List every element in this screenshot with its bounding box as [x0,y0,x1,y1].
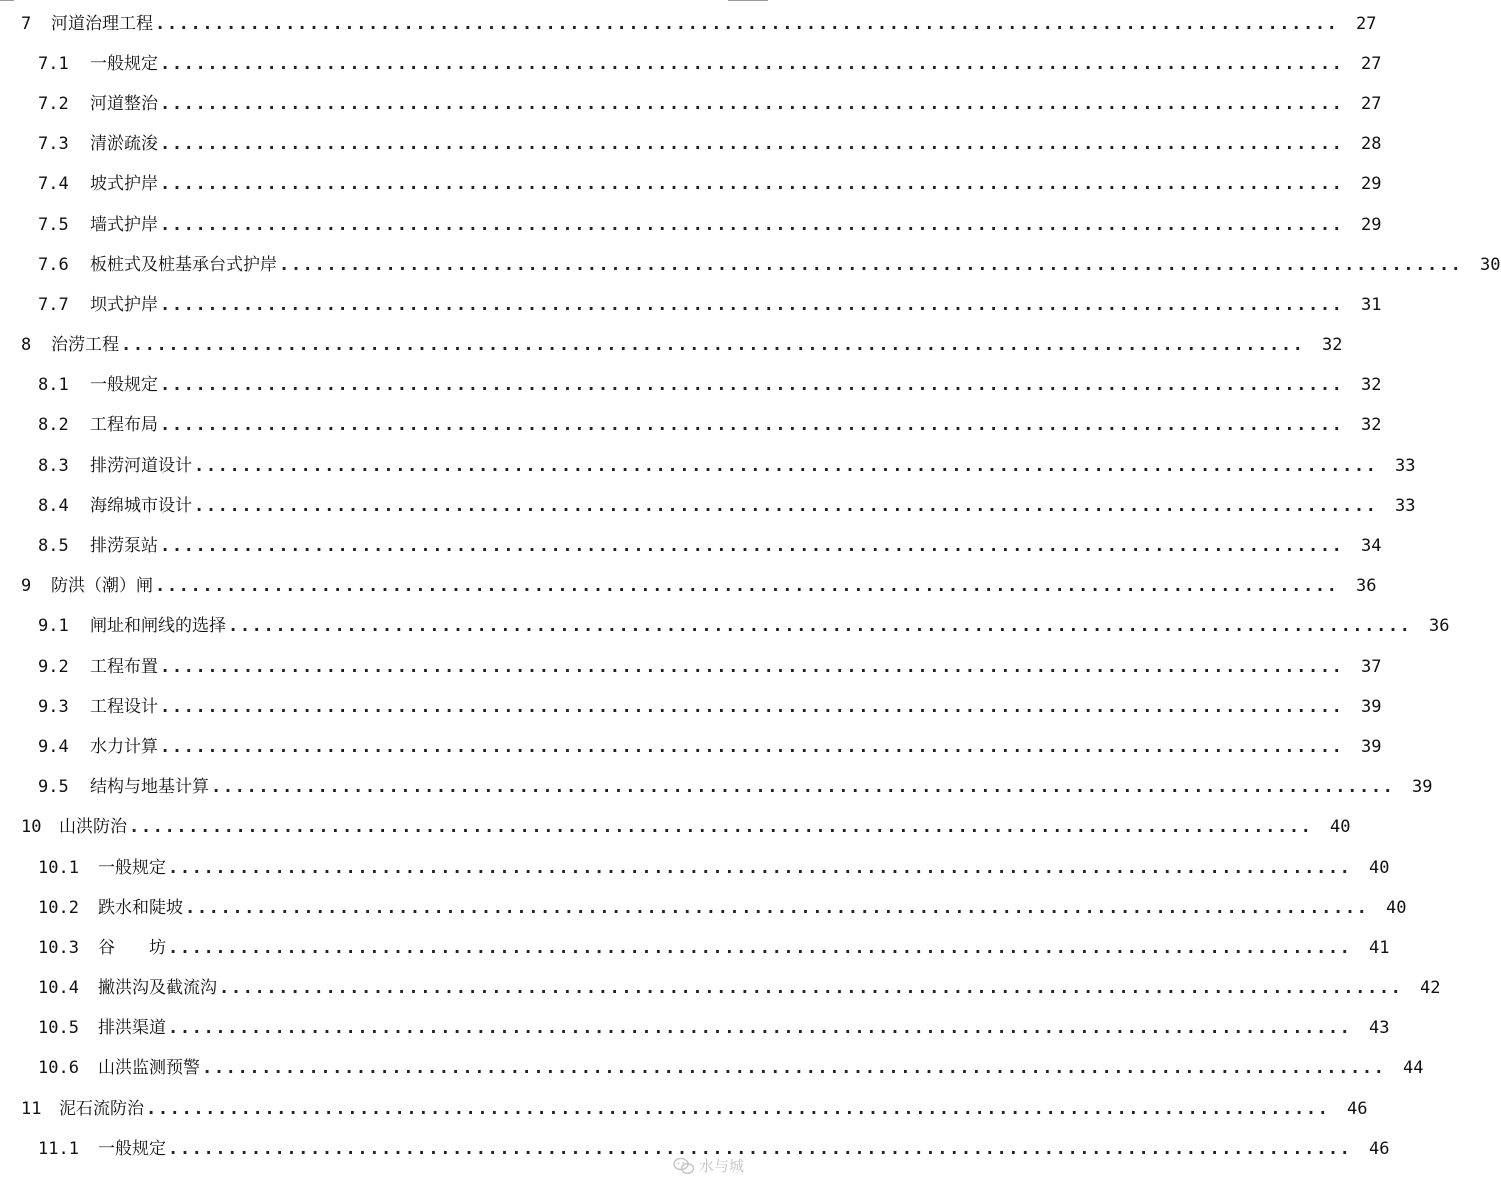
toc-section-8-5[interactable] [0,526,1382,566]
toc-page-number: 39 [1361,696,1382,717]
toc-leader: .................................................................................................... [228,616,1412,637]
toc-leader: .................................................................................................... [160,93,1344,114]
toc-page-number: 41 [1369,937,1390,958]
toc-number: 8.4 [38,495,69,516]
toc-title: 河道治理工程 [51,13,153,34]
toc-number: 9 [21,576,32,597]
toc-leader: .................................................................................................... [155,576,1339,597]
toc-leader: .................................................................................................... [194,455,1378,476]
toc-number: 8 [21,335,32,356]
toc-section-7-6[interactable] [0,245,1501,285]
toc-number: 9.2 [38,656,69,677]
toc-page-number: 36 [1429,616,1450,637]
toc-page-number: 32 [1322,335,1343,356]
toc-number: 8.2 [38,415,69,436]
toc-section-8-2[interactable] [0,406,1382,446]
toc-section-7-1[interactable] [0,44,1382,84]
toc-number: 8.1 [38,375,69,396]
toc-leader: .................................................................................................... [160,696,1344,717]
watermark-text: 水与城 [698,1157,744,1175]
toc-page-number: 40 [1386,897,1407,918]
toc-page-number: 43 [1369,1018,1390,1039]
toc-leader: .................................................................................................... [155,13,1339,34]
toc-number: 9.3 [38,696,69,717]
toc-title: 排涝河道设计 [90,455,192,476]
toc-leader: .................................................................................................... [160,294,1344,315]
toc-page-number: 39 [1361,736,1382,757]
toc-page-number: 33 [1395,455,1416,476]
toc-number: 7.6 [38,254,69,275]
toc-title: 海绵城市设计 [90,495,192,516]
toc-leader: .................................................................................................... [160,536,1344,557]
toc-leader: .................................................................................................... [279,254,1463,275]
toc-number: 7.5 [38,214,69,235]
toc-number: 9.5 [38,777,69,798]
toc-number: 7.7 [38,294,69,315]
toc-title: 一般规定 [98,857,166,878]
toc-number: 8.5 [38,536,69,557]
toc-title: 工程布置 [90,656,158,677]
toc-number: 7.2 [38,93,69,114]
toc-number: 10.1 [38,857,79,878]
toc-section-7-3[interactable] [0,125,1382,165]
toc-section-9-3[interactable] [0,687,1382,727]
toc-title: 板桩式及桩基承台式护岸 [90,254,277,275]
toc-page-number: 46 [1369,1138,1390,1159]
toc-title: 清淤疏浚 [90,134,158,155]
toc-number: 11.1 [38,1138,79,1159]
toc-page-number: 29 [1361,174,1382,195]
toc-section-9-1[interactable] [0,607,1450,647]
toc-leader: .................................................................................................... [168,937,1352,958]
toc-page-number: 42 [1420,978,1441,999]
toc-number: 10.2 [38,897,79,918]
toc-title: 治涝工程 [51,335,119,356]
toc-section-7-2[interactable] [0,84,1382,124]
toc-title: 墙式护岸 [90,214,158,235]
toc-chapter-11[interactable] [0,1089,1368,1129]
toc-section-8-1[interactable] [0,366,1382,406]
toc-number: 11 [21,1098,42,1119]
toc-leader: .................................................................................................... [160,736,1344,757]
toc-section-9-5[interactable] [0,768,1433,808]
toc-leader: .................................................................................................... [160,375,1344,396]
toc-page-number: 34 [1361,536,1382,557]
toc-page-number: 39 [1412,777,1433,798]
toc-leader: .................................................................................................... [160,53,1344,74]
toc-title: 结构与地基计算 [90,777,209,798]
toc-section-10-5[interactable] [0,1009,1390,1049]
toc-leader: .................................................................................................... [194,495,1378,516]
toc-number: 7.3 [38,134,69,155]
toc-page-number: 46 [1347,1098,1368,1119]
toc-leader: .................................................................................................... [121,335,1305,356]
toc-section-8-4[interactable] [0,486,1416,526]
toc-number: 7.1 [38,53,69,74]
toc-page-number: 40 [1330,817,1351,838]
toc-page-number: 28 [1361,134,1382,155]
toc-page-number: 32 [1361,415,1382,436]
toc-leader: .................................................................................................... [219,978,1403,999]
toc-title: 工程布局 [90,415,158,436]
toc-title: 山洪防治 [59,817,127,838]
toc-title: 排涝泵站 [90,536,158,557]
toc-number: 10.6 [38,1058,79,1079]
toc-number: 9.4 [38,736,69,757]
wechat-watermark [673,1155,744,1176]
toc-title: 山洪监测预警 [98,1058,200,1079]
toc-title: 跌水和陡坡 [98,897,183,918]
toc-page-number: 30 [1480,254,1501,275]
toc-number: 7 [21,13,32,34]
toc-page-number: 29 [1361,214,1382,235]
toc-page-number: 36 [1356,576,1377,597]
toc-chapter-10[interactable] [0,808,1351,848]
toc-title: 防洪（潮）闸 [51,576,153,597]
toc-page-number: 33 [1395,495,1416,516]
toc-title: 一般规定 [98,1138,166,1159]
toc-leader: .................................................................................................... [168,857,1352,878]
toc-title: 排洪渠道 [98,1018,166,1039]
toc-leader: .................................................................................................... [168,1018,1352,1039]
toc-leader: .................................................................................................... [160,656,1344,677]
toc-leader: .................................................................................................... [202,1058,1386,1079]
toc-title: 河道整治 [90,93,158,114]
page-corner-mark-right [728,0,768,1]
toc-number: 10.5 [38,1018,79,1039]
toc-number: 9.1 [38,616,69,637]
toc-title: 水力计算 [90,736,158,757]
toc-section-10-3[interactable] [0,928,1390,968]
toc-title: 一般规定 [90,375,158,396]
toc-page-number: 32 [1361,375,1382,396]
toc-chapter-8[interactable] [0,326,1343,366]
toc-page-number: 37 [1361,656,1382,677]
toc-number: 10.4 [38,978,79,999]
toc-section-7-4[interactable] [0,165,1382,205]
toc-leader: .................................................................................................... [146,1098,1330,1119]
toc-title: 谷 坊 [98,937,166,958]
toc-section-8-3[interactable] [0,446,1416,486]
toc-number: 8.3 [38,455,69,476]
toc-leader: .................................................................................................... [160,134,1344,155]
toc-section-9-2[interactable] [0,647,1382,687]
toc-page-number: 40 [1369,857,1390,878]
toc-section-10-4[interactable] [0,969,1441,1009]
toc-section-7-5[interactable] [0,205,1382,245]
toc-number: 10 [21,817,42,838]
toc-title: 闸址和闸线的选择 [90,616,226,637]
toc-leader: .................................................................................................... [160,174,1344,195]
wechat-icon [673,1157,695,1175]
toc-leader: .................................................................................................... [160,415,1344,436]
toc-section-10-1[interactable] [0,848,1390,888]
toc-leader: .................................................................................................... [185,897,1369,918]
toc-page-number: 31 [1361,294,1382,315]
toc-leader: .................................................................................................... [129,817,1313,838]
toc-section-10-6[interactable] [0,1049,1424,1089]
toc-section-11-1[interactable] [0,1129,1390,1169]
toc-page-number: 27 [1356,13,1377,34]
toc-leader: .................................................................................................... [168,1138,1352,1159]
toc-number: 7.4 [38,174,69,195]
toc-chapter-7[interactable] [0,4,1377,44]
toc-leader: .................................................................................................... [211,777,1395,798]
toc-page-number: 27 [1361,93,1382,114]
toc-title: 坝式护岸 [90,294,158,315]
toc-title: 撇洪沟及截流沟 [98,978,217,999]
toc-chapter-9[interactable] [0,567,1377,607]
toc-section-9-4[interactable] [0,727,1382,767]
toc-page-number: 27 [1361,53,1382,74]
toc-section-10-2[interactable] [0,888,1407,928]
table-of-contents [0,4,1501,1169]
toc-section-7-7[interactable] [0,285,1382,325]
toc-number: 10.3 [38,937,79,958]
toc-page-number: 44 [1403,1058,1424,1079]
toc-title: 泥石流防治 [59,1098,144,1119]
page-corner-mark-left [0,0,14,1]
toc-leader: .................................................................................................... [160,214,1344,235]
toc-title: 工程设计 [90,696,158,717]
toc-title: 坡式护岸 [90,174,158,195]
toc-title: 一般规定 [90,53,158,74]
